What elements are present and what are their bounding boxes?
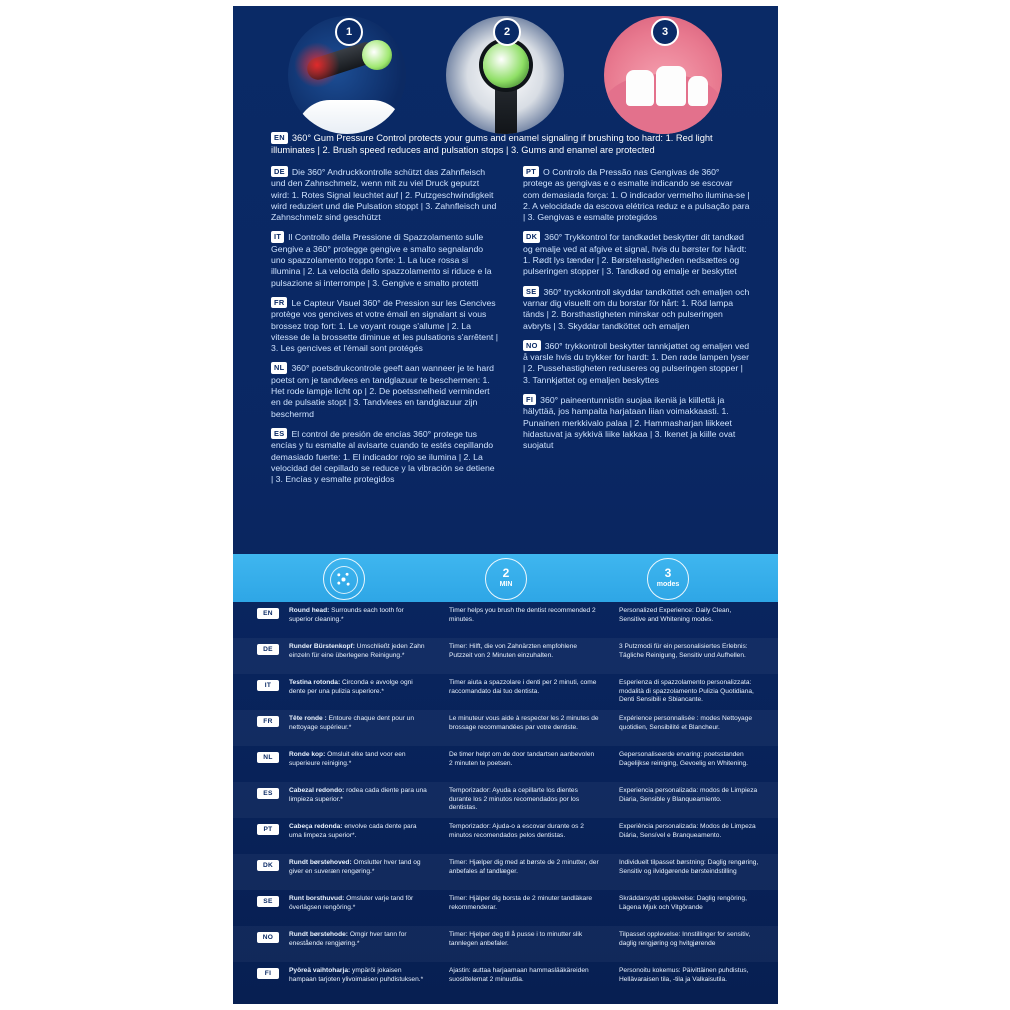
teeth-shape [296,100,406,134]
modes-cell: Personalized Experience: Daily Clean, Sensitive and Whitening modes. [619,607,732,623]
table-row [233,782,778,818]
round-head-cell [289,859,429,876]
description-block-no [523,340,751,386]
modes-cell: Tilpasset opplevelse: Innstillinger for sensitiv, daglig rengjøring og hvitgjørende [619,931,751,947]
tooth-shape [626,70,654,106]
row-language-tag: EN [257,608,279,619]
timer-cell: Timer: Hjelper deg til å pusse i to minutter slik tannlegen anbefaler. [449,931,583,947]
round-head-text: envolve cada dente para uma limpeza superior*. [289,823,417,839]
round-head-heading: Ronde kop: [289,751,326,758]
round-head-text: Umschließt jeden Zahn einzeln für eine überlegene Reinigung.* [289,643,425,659]
round-head-heading: Runt borsthuvud: [289,895,345,902]
headline-block [271,132,741,156]
feature-band [233,554,778,602]
description-text-pt: O Controlo da Pressão nas Gengivas de 360° protege as gengivas e o esmalte indicando se escovar com demasiada força: 1. O indicador vermelho ilumina-se | 2. A velocidade da escova elétrica reduz e a pulsação para | 3. Gengivas e esmalte protegidos [523,167,750,223]
round-head-text: Entoure chaque dent pour un nettoyage supérieur.* [289,715,414,731]
table-row [233,818,778,854]
round-head-shape [483,42,529,88]
table-row [233,926,778,962]
tooth-shape [688,76,708,106]
row-language-tag: ES [257,788,279,799]
timer-cell: Timer: Hilft, die von Zahnärzten empfohlene Putzzeit von 2 Minuten einzuhalten. [449,643,578,659]
row-language-tag: NL [257,752,279,763]
modes-cell: Personoitu kokemus: Päivittäinen puhdistus, Hellävaraisen tila, -tila ja Valkaisutila. [619,967,749,983]
red-light-glow [294,42,340,88]
timer-label: MIN [499,581,513,588]
round-head-heading: Cabezal redondo: [289,787,345,794]
round-head-text: Omsluit elke tand voor een superieure reiniging.* [289,751,406,767]
round-head-text: Omsluter varje tand för överlägsen rengöring.* [289,895,414,911]
tooth-shape [656,66,686,106]
language-tag-dk: DK [523,231,540,242]
round-head-cell [289,679,429,696]
description-text-fr: Le Capteur Visuel 360° de Pression sur les Gencives protège vos gencives et votre émail en signalant si vous brossez trop fort: 1. Le voyant rouge s'allume | 2. La vitesse de la brossette diminue et les pulsations s'arrêtent | 3. Les gencives et l'émail sont protégés [271,297,499,354]
row-language-tag: FR [257,716,279,727]
row-language-tag: PT [257,824,279,835]
table-row [233,962,778,998]
timer-cell: Temporizador: Ajuda-o a escovar durante os 2 minutos recomendados pelos dentistas. [449,823,584,839]
language-tag-es: ES [271,428,287,439]
row-language-tag: NO [257,932,279,943]
language-tag-fi: FI [523,394,536,405]
description-text-de: Die 360° Andruckkontrolle schützt das Zahnfleisch und den Zahnschmelz, wenn mit zu viel Druck geputzt wird: 1. Rotes Signal leuchtet auf | 2. Putzgeschwindigkeit wird reduziert und die Pulsation stoppt | 3. Zahnfleisch und Zahnschmelz sind geschützt [271,167,497,223]
modes-cell: Individuelt tilpasset børstning: Daglig rengøring, Sensitiv og ilvidgørende børsteindstilling [619,859,759,875]
description-column-right [523,166,751,460]
row-language-tag: FI [257,968,279,979]
round-head-text: rodea cada diente para una limpieza superior.* [289,787,427,803]
timer-cell: De timer helpt om de door tandartsen aanbevolen 2 minuten te poetsen. [449,751,595,767]
round-head-heading: Rundt børstehode: [289,931,348,938]
description-text-dk: 360° Trykkontrol for tandkødet beskytter dit tandkød og emalje ved at afgive et signal, hvis du børster for hårdt: 1. Rødt lys tænder | 2. Børstehastigheden nedsættes og pulseringen stopper | 3. Tandkød og emalje er beskyttet [523,232,747,277]
language-tag-en: EN [271,132,288,144]
packaging-panel [233,6,778,1004]
description-block-se [523,286,751,332]
description-block-fi [523,394,751,451]
feature-table [233,602,778,998]
timer-cell: Timer: Hjælper dig med at børste de 2 minutter, der anbefales af tandlæger. [449,859,599,875]
round-head-cell [289,643,429,660]
round-head-cell [289,787,429,804]
modes-cell: Skräddarsydd upplevelse: Daglig rengöring, Lägena Mjuk och Vitgörande [619,895,747,911]
round-head-cell [289,967,429,984]
image-number-badge-2: 2 [493,18,521,46]
language-tag-fr: FR [271,297,287,308]
modes-cell: Experiência personalizada: Modos de Limpeza Diária, Sensível e Branqueamento. [619,823,756,839]
timer-icon [485,558,527,600]
round-head-text: ympäröi jokaisen hampaan tarjoten ylivoimaisen puhdistuksen.* [289,967,424,983]
round-head-heading: Rundt børstehoved: [289,859,352,866]
language-tag-no: NO [523,340,541,351]
language-tag-it: IT [271,231,284,242]
language-tag-de: DE [271,166,288,177]
timer-cell: Ajastin: auttaa harjaamaan hammaslääkäreiden suosittelemat 2 minuuttia. [449,967,589,983]
description-text-es: El control de presión de encías 360° protege tus encías y tu esmalte al avisarte cuando te estés cepillando demasiado fuerte: 1. El indicador rojo se ilumina | 2. La velocidad del cepillado se reduce y la vibración se detiene | 3. Encías y esmalte protegidos [271,428,495,485]
round-head-cell [289,751,429,768]
image-number-badge-3: 3 [651,18,679,46]
timer-value: 2 [502,566,510,580]
description-column-left [271,166,499,493]
row-language-tag: SE [257,896,279,907]
round-head-heading: Testina rotonda: [289,679,341,686]
description-text-se: 360° tryckkontroll skyddar tandköttet och emaljen och varnar dig visuellt om du borstar för hårt: 1. Röd lampa tänds | 2. Borsthastigheten minskar och pulseringen avbryts | 3. Skyddar tandköttet och emaljen [523,286,750,331]
round-head-cell [289,823,429,840]
dots-shape [330,566,358,594]
row-language-tag: DE [257,644,279,655]
timer-cell: Timer: Hjälper dig borsta de 2 minuter tandläkare rekommenderar. [449,895,593,911]
description-text-nl: 360° poetsdrukcontrole geeft aan wanneer je te hard poetst om je tandvlees en tandglazuur te beschermen: 1. Het rode lampje licht op | 2. De poetssnelheid vermindert en de pulsatie stopt | 3. Tandvlees en tandglazuur zijn beschermd [271,363,494,419]
round-head-text: Surrounds each tooth for superior cleaning.* [289,607,404,623]
headline-text: 360° Gum Pressure Control protects your gums and enamel signaling if brushing too hard: 1. Red light illuminates | 2. Brush speed reduces and pulsation stops | 3. Gums and enamel are protected [271,133,713,156]
table-row [233,638,778,674]
round-head-heading: Tête ronde : [289,715,327,722]
table-row [233,854,778,890]
language-tag-pt: PT [523,166,539,177]
description-block-fr [271,297,499,354]
description-block-de [271,166,499,223]
row-language-tag: DK [257,860,279,871]
round-head-cell [289,715,429,732]
description-block-nl [271,362,499,419]
table-row [233,602,778,638]
round-head-dots-icon [323,558,365,600]
table-row [233,674,778,710]
description-text-no: 360° trykkontroll beskytter tannkjøttet og emaljen ved å varsle hvis du trykker for hardt: 1. Den røde lampen lyser | 2. Pussehastigheten reduseres og pulseringen stopper | 3. Tannkjøttet og emaljen beskyttes [523,340,750,385]
description-block-pt [523,166,751,223]
description-block-es [271,428,499,485]
modes-cell: Gepersonaliseerde ervaring: poetsstanden Dagelijkse reiniging, Gevoelig en Whitening. [619,751,749,767]
modes-cell: Esperienza di spazzolamento personalizzata: modalità di spazzolamento Pulizia Quotidiana, Denti Sensibili e Sbiancante. [619,679,754,704]
timer-cell: Le minuteur vous aide à respecter les 2 minutes de brossage recommandées par votre dentiste. [449,715,599,731]
description-text-it: Il Controllo della Pressione di Spazzolamento sulle Gengive a 360° protegge gengive e smalto segnalando uno spazzolamento troppo forte: 1. La luce rossa si illumina | 2. La velocità dello spazzolamento si riduce e la pulsazione si interrompe | 3. Gengive e smalto protetti [271,232,492,288]
product-image-row [233,6,778,124]
table-row [233,890,778,926]
timer-cell: Temporizador: Ayuda a cepillarte los dientes durante los 2 minutos recomendados por los dentistas. [449,787,580,812]
round-head-cell [289,607,429,624]
timer-cell: Timer aiuta a spazzolare i denti per 2 minuti, come raccomandato dai tuo dentista. [449,679,597,695]
round-head-heading: Runder Bürstenkopf: [289,643,355,650]
round-head-heading: Cabeça redonda: [289,823,343,830]
description-block-it [271,231,499,288]
round-head-text: Circonda e avvolge ogni dente per una pulizia superiore.* [289,679,413,695]
round-head-heading: Pyöreä vaihtoharja: [289,967,351,974]
modes-label: modes [656,581,680,588]
round-head-heading: Round head: [289,607,330,614]
brush-head-shape [362,40,392,70]
description-block-dk [523,231,751,277]
description-text-fi: 360° paineentunnistin suojaa ikeniä ja kiillettä ja hälyttää, jos hampaita harjataan liian voimakkaasti. 1. Punainen merkkivalo palaa | 2. Hammasharjan liikkeet hidastuvat ja sykkivä liike lakkaa | 3. Ikenet ja kiille ovat suojatut [523,395,736,451]
image-number-badge-1: 1 [335,18,363,46]
round-head-cell [289,931,429,948]
table-row [233,746,778,782]
modes-cell: Experiencia personalizada: modos de Limpieza Diaria, Sensible y Blanqueamiento. [619,787,758,803]
modes-cell: Expérience personnalisée : modes Nettoyage quotidien, Sensibilité et Blancheur. [619,715,753,731]
table-row [233,710,778,746]
row-language-tag: IT [257,680,279,691]
round-head-text: Omslutter hver tand og giver en suveræn rengøring.* [289,859,421,875]
language-tag-nl: NL [271,362,287,373]
timer-cell: Timer helps you brush the dentist recommended 2 minutes. [449,607,596,623]
language-tag-se: SE [523,286,539,297]
modes-value: 3 [664,566,672,580]
round-head-cell [289,895,429,912]
round-head-text: Omgir hver tann for enestående rengjøring.* [289,931,407,947]
modes-cell: 3 Putzmodi für ein personalisiertes Erlebnis: Tägliche Reinigung, Sensitiv und Aufhellen. [619,643,748,659]
modes-icon [647,558,689,600]
